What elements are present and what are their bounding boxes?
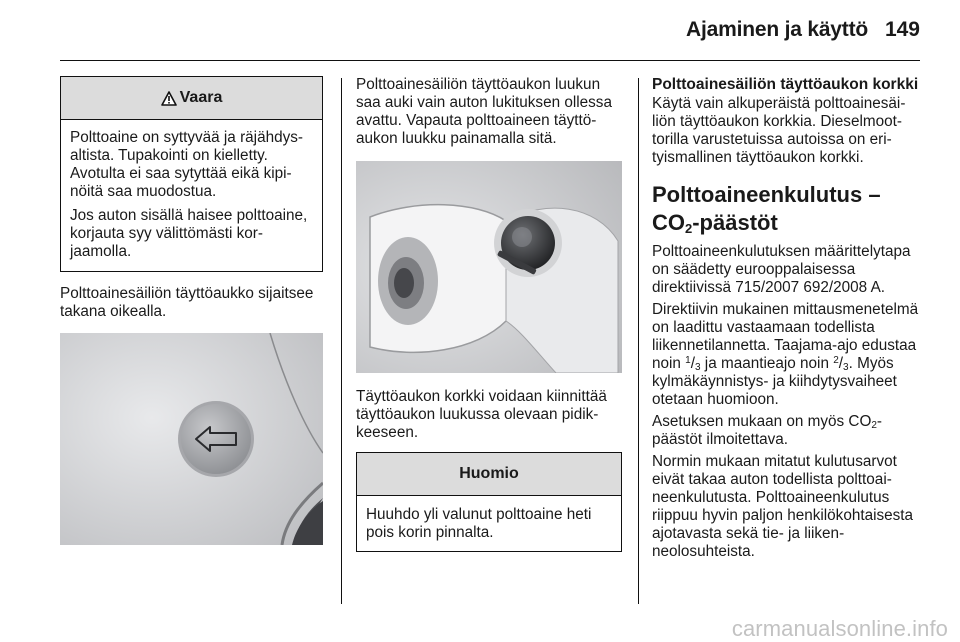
heading-subscript-2: 2 [685, 221, 693, 236]
fuel-cap-photo [356, 161, 622, 373]
directive-text: Polttoaineenkulutuksen määrittelytapa on säädetty eurooppalaisessa direktiivissä 715/2007 692/2008 A. [652, 243, 911, 296]
header-rule [60, 60, 920, 61]
notice-title: Huomio [459, 465, 519, 482]
consumption-disclaimer-text: Normin mukaan mitatut kulutusarvot eivät takaa auton todellista polttoaineenkulutusta. Polttoaineenkulutus riippuu hyvin paljon henkilökohtaisesta ajotavasta sekä tie- ja liikenneolosuhteista. [652, 453, 914, 560]
notice-text: Huuhdo yli valunut polttoaine heti pois korin pinnalta. [366, 506, 592, 541]
measurement-text-a: Direktiivin mukainen mittausmenetelmä on laadittu vastaamaan todellista liikennetilannetta. Taajama-ajo edustaa noin [652, 301, 919, 372]
warning-triangle-icon [161, 91, 177, 106]
notice-box [356, 452, 622, 552]
fraction-1-slash: / [690, 355, 695, 372]
fraction-1-denominator: 3 [694, 362, 701, 373]
page-header [0, 0, 960, 64]
warning-title: Vaara [179, 89, 223, 106]
watermark: carmanualsonline.info [731, 616, 948, 641]
fuel-door-open-text: Polttoainesäiliön täyttöaukon luukun saa auki vain auton lukituksen ollessa avattu. Vapauta polttoaineen täyttöaukon luukku painamalla sitä. [356, 76, 612, 147]
warning-paragraph-2: Jos auton sisällä haisee polttoaine, korjauta syy välittömästi korjaamolla. [70, 207, 308, 260]
co2-subscript-2: 2 [871, 420, 877, 431]
column-1 [60, 76, 323, 545]
fuel-consumption-heading [652, 181, 924, 237]
measurement-text-b: ja maantieajo noin [700, 355, 834, 372]
column-divider-1 [341, 78, 342, 604]
heading-co: CO [652, 210, 685, 235]
fraction-2-slash: / [838, 355, 844, 372]
co2-text [652, 413, 924, 449]
fraction-1-numerator: 1 [685, 355, 691, 366]
warning-box [60, 76, 323, 272]
fuel-door-location-text: Polttoainesäiliön täyttöaukko sijaitsee takana oikealla. [60, 285, 314, 320]
notice-box-header [357, 453, 621, 496]
fraction-2-numerator: 2 [833, 355, 839, 366]
header-title: Ajaminen ja käyttö [686, 18, 868, 41]
measurement-text-c: . Myös kylmäkäynnistys- ja kiihdytysvaiheet otetaan huomioon. [652, 355, 897, 408]
column-divider-2 [638, 78, 639, 604]
fuel-cap-text: Käytä vain alkuperäistä polttoainesäiliön täyttöaukon korkkia. Dieselmoottorilla varustetuissa autoissa on erityismallinen täyttöaukon korkki. [652, 95, 906, 166]
measurement-text [652, 301, 924, 409]
fuel-cap-heading: Polttoainesäiliön täyttöaukon korkki [652, 76, 919, 93]
column-2 [356, 76, 622, 552]
fuel-door-location-photo [60, 333, 323, 545]
co2-text-a: Asetuksen mukaan on myös CO [652, 413, 872, 430]
fraction-2-denominator: 3 [843, 362, 849, 373]
cap-holder-text: Täyttöaukon korkki voidaan kiinnittää täyttöaukon luukussa olevaan pidikkeeseen. [356, 388, 607, 441]
page-number: 149 [884, 18, 920, 41]
column-3 [652, 76, 924, 565]
heading-line-1: Polttoaineenkulutus – [652, 182, 881, 207]
co2-text-b: -päästöt ilmoitettava. [652, 413, 883, 448]
warning-box-header [61, 77, 322, 120]
warning-paragraph-1: Polttoaine on syttyvää ja räjähdysaltista. Tupakointi on kielletty. Avotulta ei saa sytyttää eikä kipinöitä saa muodostua. [70, 129, 303, 200]
heading-rest: -päästöt [692, 210, 778, 235]
